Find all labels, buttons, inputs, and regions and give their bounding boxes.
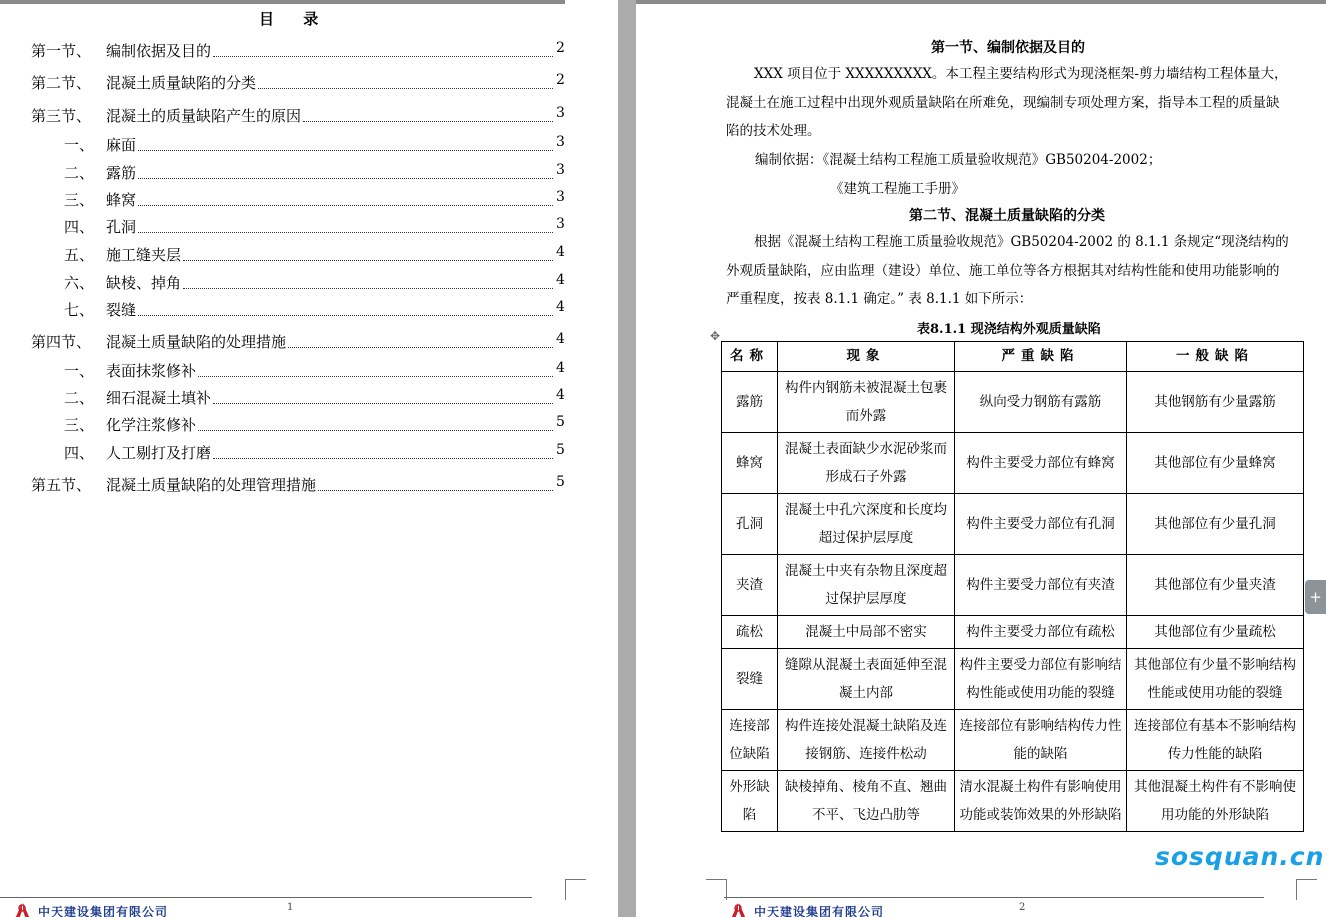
header-name: 名称 bbox=[722, 342, 778, 372]
toc-entry-page: 3 bbox=[556, 216, 565, 232]
header-phenomenon: 现象 bbox=[778, 342, 955, 372]
toc-entry-number: 第一节、 bbox=[31, 42, 92, 60]
toc-entry-title: 混凝土的质量缺陷产生的原因 bbox=[106, 107, 302, 125]
toc-leader-dots bbox=[303, 121, 553, 122]
toc-entry-page: 4 bbox=[556, 299, 565, 315]
toc-leader-dots bbox=[138, 315, 553, 316]
cell-name: 蜂窝 bbox=[722, 433, 778, 494]
toc-entry-number: 四、 bbox=[64, 218, 95, 236]
table-move-handle-icon[interactable]: ✥ bbox=[710, 329, 721, 343]
toc-leader-dots bbox=[183, 260, 553, 261]
toc-entry-number: 三、 bbox=[64, 416, 95, 434]
cell-phenomenon: 缺棱掉角、棱角不直、翘曲不平、飞边凸肋等 bbox=[778, 771, 955, 832]
crop-mark bbox=[1296, 879, 1317, 900]
page-number: 1 bbox=[287, 902, 294, 913]
toc-leader-dots bbox=[138, 150, 553, 151]
cell-serious-defect: 纵向受力钢筋有露筋 bbox=[955, 372, 1127, 433]
toc-entry-title: 露筋 bbox=[106, 164, 137, 182]
toc-entry-page: 4 bbox=[556, 272, 565, 288]
toc-entry-title: 混凝土质量缺陷的处理管理措施 bbox=[106, 476, 317, 494]
toc-leader-dots bbox=[213, 403, 553, 404]
content-page[interactable] bbox=[636, 0, 1326, 917]
header-general-defect: 一般缺陷 bbox=[1127, 342, 1304, 372]
cell-phenomenon: 混凝土中夹有杂物且深度超过保护层厚度 bbox=[778, 555, 955, 616]
cell-general-defect: 其他部位有少量不影响结构性能或使用功能的裂缝 bbox=[1127, 649, 1304, 710]
table-row bbox=[722, 771, 1304, 832]
toc-leader-dots bbox=[183, 288, 553, 289]
table-row bbox=[722, 649, 1304, 710]
footer-logo bbox=[728, 902, 884, 917]
basis-line-1: 编制依据：《混凝土结构工程施工质量验收规范》GB50204-2002； bbox=[755, 152, 1162, 168]
cell-name: 夹渣 bbox=[722, 555, 778, 616]
toc-leader-dots bbox=[198, 376, 553, 377]
toc-entry-page: 3 bbox=[556, 134, 565, 150]
toc-entry-number: 一、 bbox=[64, 136, 95, 154]
header-serious-defect: 严重缺陷 bbox=[955, 342, 1127, 372]
toc-entry[interactable] bbox=[0, 72, 590, 94]
basis-line-2: 《建筑工程施工手册》 bbox=[830, 181, 965, 197]
toc-title: 目 录 bbox=[259, 10, 331, 28]
section1-heading: 第一节、编制依据及目的 bbox=[931, 40, 1085, 56]
toc-entry-title: 人工剔打及打磨 bbox=[106, 444, 212, 462]
toc-leader-dots bbox=[213, 56, 553, 57]
toc-entry[interactable] bbox=[0, 40, 590, 62]
toc-entry[interactable] bbox=[0, 105, 590, 127]
cell-phenomenon: 混凝土中局部不密实 bbox=[778, 616, 955, 649]
toc-entry-title: 编制依据及目的 bbox=[106, 42, 212, 60]
cell-name: 连接部位缺陷 bbox=[722, 710, 778, 771]
cell-phenomenon: 混凝土中孔穴深度和长度均超过保护层厚度 bbox=[778, 494, 955, 555]
cell-general-defect: 其他混凝土构件有不影响使用功能的外形缺陷 bbox=[1127, 771, 1304, 832]
toc-leader-dots bbox=[198, 430, 553, 431]
toc-entry-page: 5 bbox=[556, 474, 565, 490]
toc-entry-page: 5 bbox=[556, 442, 565, 458]
table-row bbox=[722, 494, 1304, 555]
watermark: sosquan.cn bbox=[1155, 842, 1325, 871]
cell-serious-defect: 构件主要受力部位有影响结构性能或使用功能的裂缝 bbox=[955, 649, 1127, 710]
toc-entry-title: 裂缝 bbox=[106, 301, 137, 319]
footer-company-name: 中天建设集团有限公司 bbox=[38, 904, 169, 917]
section1-paragraph[interactable]: XXX 项目位于 XXXXXXXXX。本工程主要结构形式为现浇框架-剪力墙结构工程体量大，混凝土在施工过程中出现外观质量缺陷在所难免，现编制专项处理方案，指导本工程的质量缺陷的技术处理。 bbox=[726, 66, 1288, 139]
table-row bbox=[722, 372, 1304, 433]
toc-entry-number: 第四节、 bbox=[31, 333, 92, 351]
table-header-row bbox=[722, 342, 1304, 372]
toc-entry-page: 4 bbox=[556, 387, 565, 403]
footer-line bbox=[724, 897, 1264, 898]
toc-entry-title: 蜂窝 bbox=[106, 191, 137, 209]
toc-entry-number: 七、 bbox=[64, 301, 95, 319]
toc-entry[interactable] bbox=[0, 442, 590, 464]
toc-entry[interactable] bbox=[0, 299, 590, 321]
cell-general-defect: 其他部位有少量孔洞 bbox=[1127, 494, 1304, 555]
cell-serious-defect: 构件主要受力部位有夹渣 bbox=[955, 555, 1127, 616]
toc-entry-page: 2 bbox=[556, 72, 565, 88]
toc-entry-title: 混凝土质量缺陷的处理措施 bbox=[106, 333, 287, 351]
toc-entry-title: 施工缝夹层 bbox=[106, 246, 182, 264]
toc-entry-page: 3 bbox=[556, 162, 565, 178]
toc-entry-number: 二、 bbox=[64, 389, 95, 407]
table-row bbox=[722, 616, 1304, 649]
toc-entry-page: 5 bbox=[556, 414, 565, 430]
toc-entry[interactable] bbox=[0, 189, 590, 211]
toc-entry-number: 第五节、 bbox=[31, 476, 92, 494]
toc-entry-number: 三、 bbox=[64, 191, 95, 209]
toc-entry-page: 4 bbox=[556, 331, 565, 347]
toc-entry-title: 孔洞 bbox=[106, 218, 137, 236]
toc-entry-page: 3 bbox=[556, 105, 565, 121]
toc-leader-dots bbox=[288, 347, 553, 348]
cell-phenomenon: 混凝土表面缺少水泥砂浆而形成石子外露 bbox=[778, 433, 955, 494]
toc-entry-number: 五、 bbox=[64, 246, 95, 264]
cell-name: 外形缺陷 bbox=[722, 771, 778, 832]
toc-entry[interactable] bbox=[0, 414, 590, 436]
company-logo-icon bbox=[12, 902, 32, 917]
toc-entry[interactable] bbox=[0, 272, 590, 294]
cell-general-defect: 其他部位有少量疏松 bbox=[1127, 616, 1304, 649]
defects-table bbox=[721, 341, 1304, 832]
toc-entry[interactable] bbox=[0, 216, 590, 238]
cell-general-defect: 其他部位有少量蜂窝 bbox=[1127, 433, 1304, 494]
cell-serious-defect: 构件主要受力部位有蜂窝 bbox=[955, 433, 1127, 494]
cell-phenomenon: 构件连接处混凝土缺陷及连接钢筋、连接件松动 bbox=[778, 710, 955, 771]
cell-phenomenon: 构件内钢筋未被混凝土包裹而外露 bbox=[778, 372, 955, 433]
toc-entry-number: 四、 bbox=[64, 444, 95, 462]
toc-entry-page: 2 bbox=[556, 40, 565, 56]
table-body bbox=[722, 372, 1304, 832]
toc-leader-dots bbox=[138, 232, 553, 233]
toc-entry-page: 4 bbox=[556, 244, 565, 260]
toc-entry-title: 细石混凝土填补 bbox=[106, 389, 212, 407]
page-number: 2 bbox=[1019, 902, 1026, 913]
table-caption: 表8.1.1 现浇结构外观质量缺陷 bbox=[917, 322, 1101, 337]
toc-entry[interactable] bbox=[0, 244, 590, 266]
toc-leader-dots bbox=[138, 178, 553, 179]
toc-leader-dots bbox=[258, 88, 553, 89]
footer-line bbox=[0, 897, 532, 898]
footer-company-name: 中天建设集团有限公司 bbox=[754, 904, 885, 917]
toc-entry[interactable] bbox=[0, 387, 590, 409]
toc-entry-title: 麻面 bbox=[106, 136, 137, 154]
table-row bbox=[722, 555, 1304, 616]
cell-serious-defect: 构件主要受力部位有孔洞 bbox=[955, 494, 1127, 555]
cell-serious-defect: 构件主要受力部位有疏松 bbox=[955, 616, 1127, 649]
toc-entry-title: 混凝土质量缺陷的分类 bbox=[106, 74, 257, 92]
cell-general-defect: 其他钢筋有少量露筋 bbox=[1127, 372, 1304, 433]
ruler-top bbox=[636, 0, 1326, 4]
cell-name: 疏松 bbox=[722, 616, 778, 649]
table-row bbox=[722, 433, 1304, 494]
toc-leader-dots bbox=[318, 490, 553, 491]
section2-paragraph[interactable]: 根据《混凝土结构工程施工质量验收规范》GB50204-2002 的 8.1.1 条规定“现浇结构的外观质量缺陷，应由监理（建设）单位、施工单位等各方根据其对结构性能和使用功能影响的严重程度，按表 8.1.1 确定。” 表 8.1.1 如下所示： bbox=[726, 234, 1289, 307]
toc-leader-dots bbox=[213, 458, 553, 459]
toc-leader-dots bbox=[138, 205, 553, 206]
toc-entry[interactable] bbox=[0, 474, 590, 496]
company-logo-icon bbox=[728, 902, 748, 917]
toc-entry[interactable] bbox=[0, 331, 590, 353]
expand-panel-button[interactable]: + bbox=[1305, 580, 1326, 614]
toc-entry[interactable] bbox=[0, 360, 590, 382]
toc-page[interactable] bbox=[0, 0, 618, 917]
table-row bbox=[722, 710, 1304, 771]
crop-mark bbox=[565, 879, 586, 900]
cell-name: 裂缝 bbox=[722, 649, 778, 710]
cell-name: 露筋 bbox=[722, 372, 778, 433]
cell-general-defect: 连接部位有基本不影响结构传力性能的缺陷 bbox=[1127, 710, 1304, 771]
toc-entry-title: 缺棱、掉角 bbox=[106, 274, 182, 292]
toc-entry[interactable] bbox=[0, 134, 590, 156]
cell-serious-defect: 连接部位有影响结构传力性能的缺陷 bbox=[955, 710, 1127, 771]
toc-entry-page: 3 bbox=[556, 189, 565, 205]
toc-entry-number: 六、 bbox=[64, 274, 95, 292]
toc-entry-number: 二、 bbox=[64, 164, 95, 182]
cell-name: 孔洞 bbox=[722, 494, 778, 555]
cell-serious-defect: 清水混凝土构件有影响使用功能或装饰效果的外形缺陷 bbox=[955, 771, 1127, 832]
toc-entry-number: 第三节、 bbox=[31, 107, 92, 125]
toc-entry-number: 一、 bbox=[64, 362, 95, 380]
cell-general-defect: 其他部位有少量夹渣 bbox=[1127, 555, 1304, 616]
toc-entry-title: 化学注浆修补 bbox=[106, 416, 197, 434]
ruler-top bbox=[0, 0, 565, 4]
toc-entry-title: 表面抹浆修补 bbox=[106, 362, 197, 380]
toc-entry-page: 4 bbox=[556, 360, 565, 376]
toc-entry[interactable] bbox=[0, 162, 590, 184]
toc-entry-number: 第二节、 bbox=[31, 74, 92, 92]
section2-heading: 第二节、混凝土质量缺陷的分类 bbox=[909, 208, 1105, 224]
cell-phenomenon: 缝隙从混凝土表面延伸至混凝土内部 bbox=[778, 649, 955, 710]
footer-logo bbox=[12, 902, 168, 917]
